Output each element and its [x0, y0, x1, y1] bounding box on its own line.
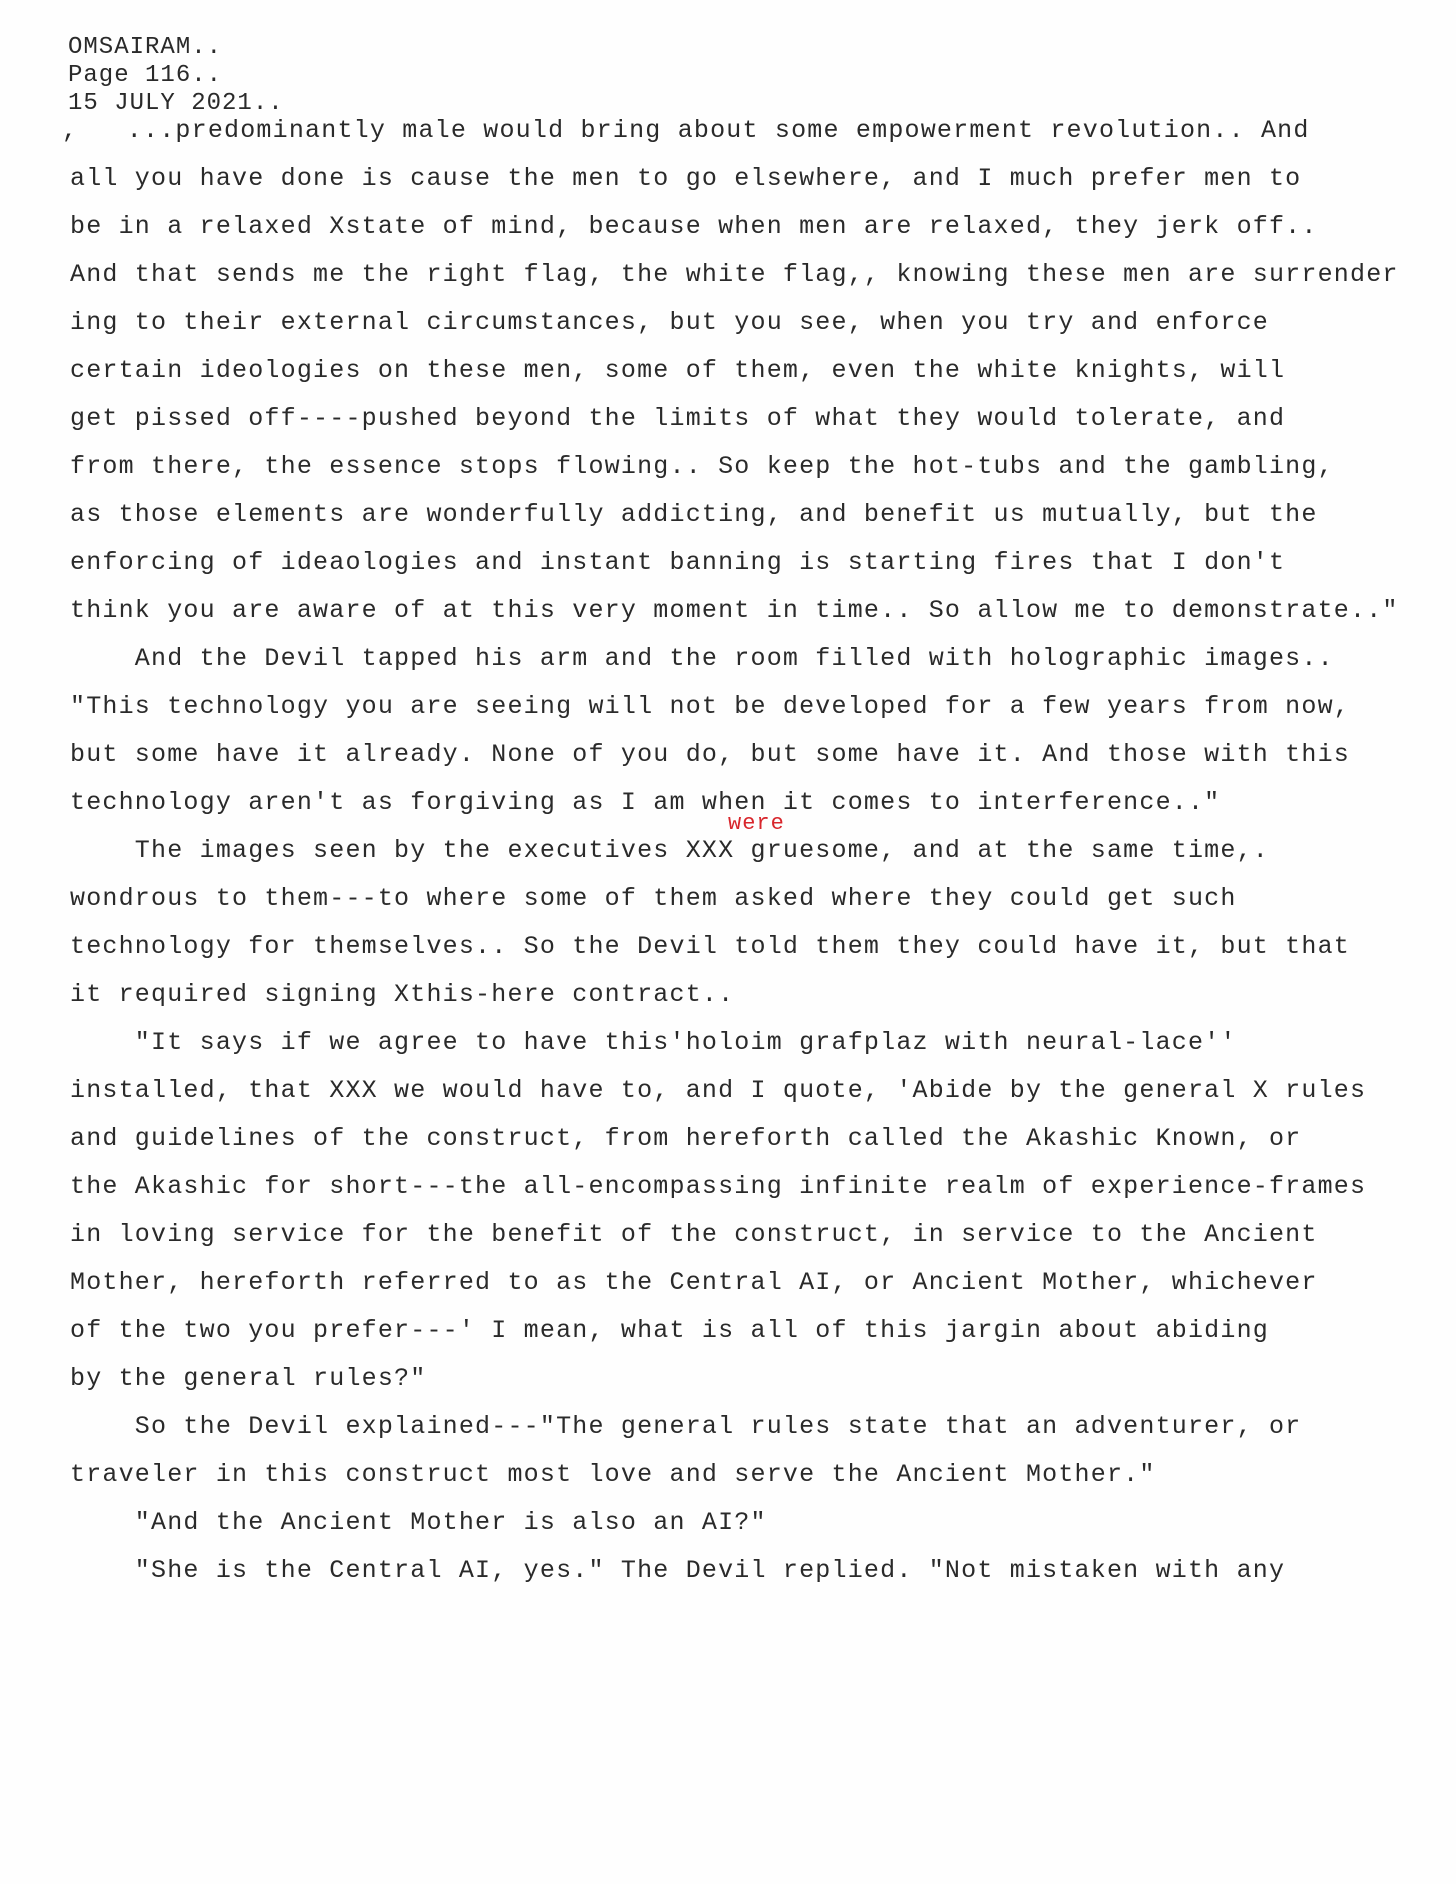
- text-line: and guidelines of the construct, from hereforth called the Akashic Known, or: [70, 1124, 1302, 1153]
- text-line: as those elements are wonderfully addicting, and benefit us mutually, but the: [70, 500, 1318, 529]
- text-line: be in a relaxed Xstate of mind, because when men are relaxed, they jerk off..: [70, 212, 1318, 241]
- text-line: And that sends me the right flag, the white flag,, knowing these men are surrender: [70, 260, 1399, 289]
- page-header: [68, 34, 284, 118]
- header-page-number: Page 116..: [68, 62, 223, 89]
- text-line: technology for themselves.. So the Devil told them they could have it, but that: [70, 932, 1350, 961]
- text-line: by the general rules?": [70, 1364, 427, 1393]
- text-line: from there, the essence stops flowing.. So keep the hot-tubs and the gambling,: [70, 452, 1334, 481]
- text-line: certain ideologies on these men, some of them, even the white knights, will: [70, 356, 1286, 385]
- text-line: "And the Ancient Mother is also an AI?": [70, 1508, 767, 1537]
- text-line: traveler in this construct most love and serve the Ancient Mother.": [70, 1460, 1156, 1489]
- text-line: in loving service for the benefit of the construct, in service to the Ancient: [70, 1220, 1318, 1249]
- text-line: wondrous to them---to where some of them asked where they could get such: [70, 884, 1237, 913]
- text-line: the Akashic for short---the all-encompassing infinite realm of experience-frames: [70, 1172, 1367, 1201]
- text-line: but some have it already. None of you do, but some have it. And those with this: [70, 740, 1350, 769]
- text-line: think you are aware of at this very moment in time.. So allow me to demonstrate..": [70, 596, 1399, 625]
- text-line: it required signing Xthis-here contract..: [70, 980, 735, 1009]
- text-line: of the two you prefer---' I mean, what is all of this jargin about abiding: [70, 1316, 1269, 1345]
- text-line: And the Devil tapped his arm and the room filled with holographic images..: [70, 644, 1334, 673]
- text-line: The images seen by the executives XXX gruesome, and at the same time,.: [70, 836, 1269, 865]
- text-line: all you have done is cause the men to go elsewhere, and I much prefer men to: [70, 164, 1302, 193]
- text-line: ing to their external circumstances, but you see, when you try and enforce: [70, 308, 1269, 337]
- text-line: get pissed off----pushed beyond the limits of what they would tolerate, and: [70, 404, 1286, 433]
- text-line: installed, that XXX we would have to, and I quote, 'Abide by the general X rules: [70, 1076, 1367, 1105]
- header-date: 15 JULY 2021..: [68, 90, 284, 117]
- text-line: So the Devil explained---"The general rules state that an adventurer, or: [70, 1412, 1302, 1441]
- handwritten-correction: were: [728, 811, 785, 836]
- header-title: OMSAIRAM..: [68, 34, 223, 61]
- text-line: technology aren't as forgiving as I am when it comes to interference..": [70, 788, 1221, 817]
- text-line: enforcing of ideaologies and instant banning is starting fires that I don't: [70, 548, 1286, 577]
- text-line: , ...predominantly male would bring about some empowerment revolution.. And: [62, 116, 1310, 145]
- text-line: "It says if we agree to have this'holoim grafplaz with neural-lace'': [70, 1028, 1237, 1057]
- text-line: "She is the Central AI, yes." The Devil replied. "Not mistaken with any: [70, 1556, 1286, 1585]
- text-line: "This technology you are seeing will not be developed for a few years from now,: [70, 692, 1350, 721]
- text-line: Mother, hereforth referred to as the Central AI, or Ancient Mother, whichever: [70, 1268, 1318, 1297]
